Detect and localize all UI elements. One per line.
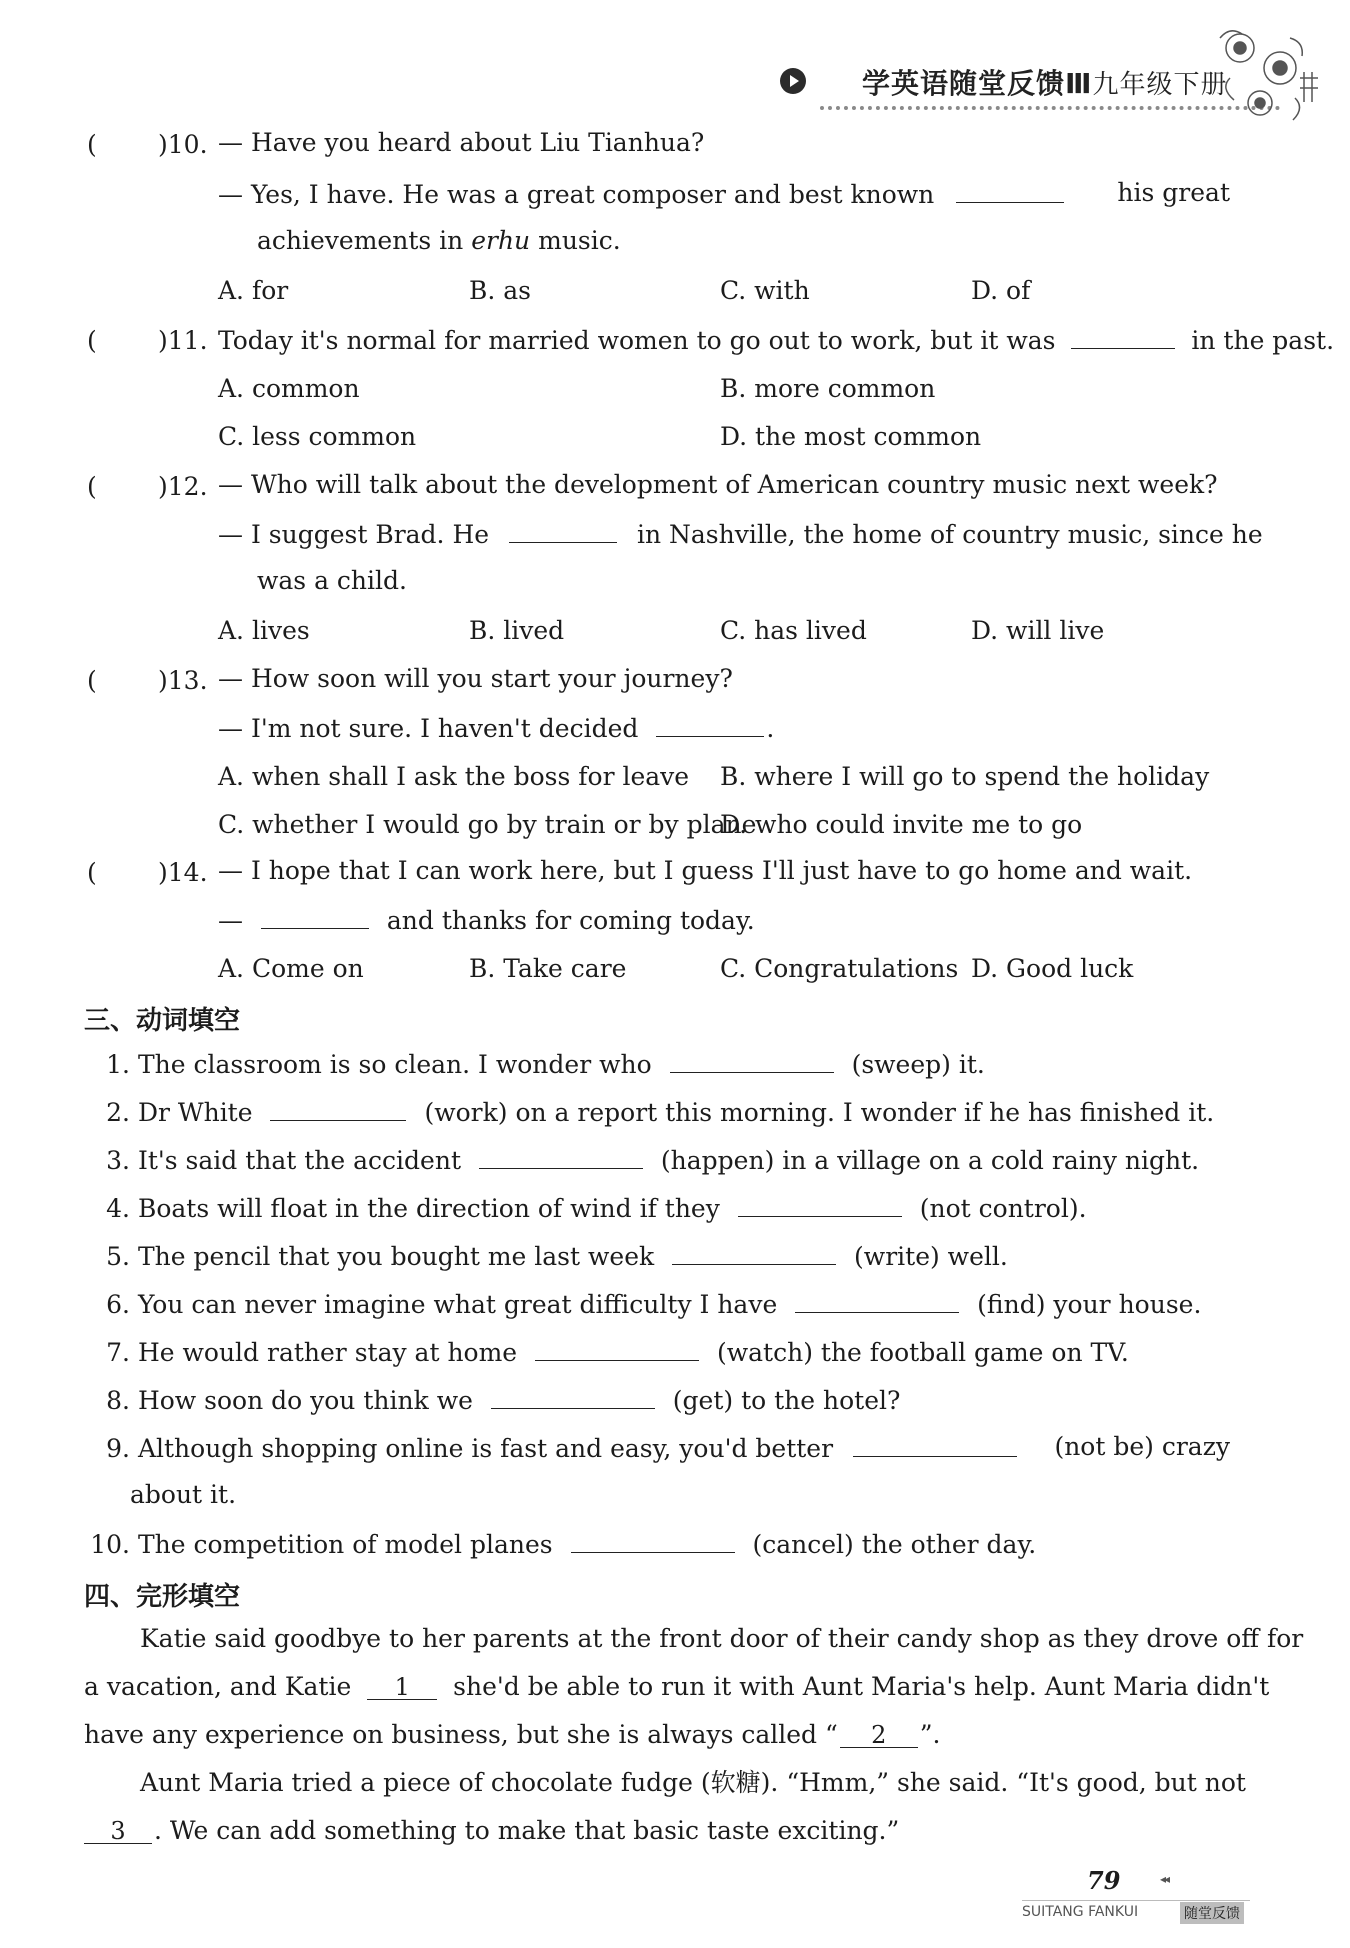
q14-line1: — I hope that I can work here, but I guess I'll just have to go home and wait. [218,856,1193,885]
item-text: How soon do you think we [137,1386,473,1415]
cloze-text: she'd be able to run it with Aunt Maria's help. Aunt Maria didn't [453,1672,1270,1701]
item-number: 4. [106,1194,130,1223]
verb-item [98,1242,1008,1269]
answer-blank [1071,326,1175,349]
item-hint: (get) to the hotel? [672,1386,901,1415]
option-d: D. the most common [720,422,982,451]
answer-blank [261,906,369,929]
answer-blank [656,714,764,737]
section-heading: 三、动词填空 [84,1006,241,1036]
verb-item [98,1146,1199,1173]
item-number: 7. [106,1338,130,1367]
cloze-text: a vacation, and Katie [84,1672,352,1701]
item-hint: (sweep) it. [851,1050,985,1079]
option-c: C. Congratulations [720,954,959,983]
cloze-line [84,1818,899,1844]
verb-item [98,1098,1214,1125]
answer-blank [270,1098,406,1121]
question-number: )13. [158,666,208,695]
item-number: 9. [106,1434,130,1463]
option-b: B. as [469,276,531,305]
answer-paren: ( [87,130,97,159]
option-a: A. when shall I ask the boss for leave [218,762,690,791]
option-b: B. lived [469,616,565,645]
item-text: Although shopping online is fast and easy, you'd better [137,1434,834,1463]
verb-item [98,1386,900,1413]
option-a: A. for [218,276,289,305]
q13-line2-end: . [766,714,775,743]
q10-italic-word: erhu [471,226,531,255]
option-d: D. will live [971,616,1105,645]
item-text: The competition of model planes [137,1530,553,1559]
answer-blank [795,1290,959,1313]
section-heading: 四、完形填空 [84,1582,241,1612]
cloze-text: ”. [919,1720,941,1749]
question-number: )11. [158,326,208,355]
item-text: Dr White [137,1098,253,1127]
option-c: C. whether I would go by train or by plane [218,810,757,839]
cloze-blank: 2 [840,1723,918,1748]
footer-brand-en: SUITANG FANKUI [1022,1904,1139,1920]
option-d: D. who could invite me to go [720,810,1083,839]
item-hint: (not control). [919,1194,1087,1223]
item-number: 1. [106,1050,130,1079]
verb-item-continued: about it. [130,1480,237,1509]
item-hint: (not be) crazy [1054,1432,1230,1461]
q14-line2-dash: — [218,906,243,935]
option-d: D. of [971,276,1031,305]
item-text: You can never imagine what great difficulty I have [137,1290,778,1319]
verb-item [98,1194,1087,1221]
question-number: )12. [158,472,208,501]
answer-blank [491,1386,655,1409]
flower-decoration-icon [1200,18,1320,138]
cloze-line: Katie said goodbye to her parents at the front door of their candy shop as they drove off for [140,1624,1304,1653]
answer-blank [853,1434,1017,1457]
q10-line3-text: achievements in [257,226,464,255]
item-hint: (watch) the football game on TV. [717,1338,1129,1367]
q13-line2 [218,714,774,741]
cloze-line [84,1672,1270,1701]
q10-line2 [218,180,1230,207]
q14-line2-text: and thanks for coming today. [386,906,755,935]
q11-stem [218,326,1334,353]
question-number: )10. [158,130,208,159]
q10-line3-end: music. [538,226,621,255]
q13-line1: — How soon will you start your journey? [218,664,733,693]
answer-paren: ( [87,666,97,695]
book-title-sub: 九年级下册 [1092,70,1228,100]
q12-line2-text: — I suggest Brad. He [218,520,490,549]
q12-line3: was a child. [257,566,407,595]
option-c: C. with [720,276,810,305]
answer-paren: ( [87,858,97,887]
play-icon [780,68,806,94]
item-text: The pencil that you bought me last week [137,1242,655,1271]
item-hint: (write) well. [854,1242,1008,1271]
q10-line1: — Have you heard about Liu Tianhua? [218,128,705,157]
item-hint: (cancel) the other day. [752,1530,1037,1559]
q12-line1: — Who will talk about the development of American country music next week? [218,470,1218,499]
answer-blank [670,1050,834,1073]
answer-blank [509,520,617,543]
answer-blank [535,1338,699,1361]
question-number: )14. [158,858,208,887]
answer-blank [571,1530,735,1553]
item-hint: (find) your house. [977,1290,1202,1319]
book-title [862,62,1228,102]
q13-line2-text: — I'm not sure. I haven't decided [218,714,639,743]
option-b: B. where I will go to spend the holiday [720,762,1210,791]
item-hint: (work) on a report this morning. I wonder if he has finished it. [424,1098,1215,1127]
q12-line2-end: in Nashville, the home of country music, since he [636,520,1263,549]
item-number: 10. [90,1530,130,1559]
cloze-blank: 1 [367,1675,437,1700]
cloze-text: have any experience on business, but she is always called “ [84,1720,838,1749]
answer-blank [738,1194,902,1217]
option-b: B. more common [720,374,936,403]
item-number: 6. [106,1290,130,1319]
q11-stem-end: in the past. [1191,326,1335,355]
answer-paren: ( [87,472,97,501]
footer-brand-cn: 随堂反馈 [1180,1902,1244,1924]
cloze-text: . We can add something to make that basic taste exciting.” [154,1816,900,1845]
verb-item [98,1290,1201,1317]
double-arrow-icon: ◂◂ [1160,1872,1169,1886]
q10-line2-end: his great [1117,178,1230,207]
item-number: 2. [106,1098,130,1127]
cloze-blank: 3 [84,1819,152,1844]
verb-item [88,1530,1036,1557]
book-title-main: 学英语随堂反馈Ⅲ [862,67,1093,100]
item-number: 5. [106,1242,130,1271]
option-c: C. less common [218,422,417,451]
option-a: A. Come on [218,954,364,983]
verb-item [98,1434,1230,1461]
item-hint: (happen) in a village on a cold rainy night. [660,1146,1200,1175]
q11-stem-text: Today it's normal for married women to go out to work, but it was [218,326,1056,355]
item-number: 8. [106,1386,130,1415]
cloze-line: Aunt Maria tried a piece of chocolate fudge (软糖). “Hmm,” she said. “It's good, but not [140,1768,1246,1797]
verb-item [98,1050,985,1077]
answer-paren: ( [87,326,97,355]
option-b: B. Take care [469,954,627,983]
verb-item [98,1338,1129,1365]
cloze-line [84,1722,941,1748]
answer-blank [479,1146,643,1169]
option-c: C. has lived [720,616,867,645]
item-text: The classroom is so clean. I wonder who [137,1050,652,1079]
option-d: D. Good luck [971,954,1134,983]
item-text: Boats will float in the direction of wind if they [137,1194,720,1223]
option-a: A. common [218,374,360,403]
page-number: 79 [1087,1866,1121,1895]
item-number: 3. [106,1146,130,1175]
item-text: He would rather stay at home [137,1338,518,1367]
q10-line2-text: — Yes, I have. He was a great composer and best known [218,180,935,209]
item-text: It's said that the accident [137,1146,461,1175]
option-a: A. lives [218,616,310,645]
answer-blank [672,1242,836,1265]
q10-line3 [257,228,621,253]
answer-blank [956,180,1064,203]
q14-line2 [218,906,755,933]
q12-line2 [218,520,1263,549]
